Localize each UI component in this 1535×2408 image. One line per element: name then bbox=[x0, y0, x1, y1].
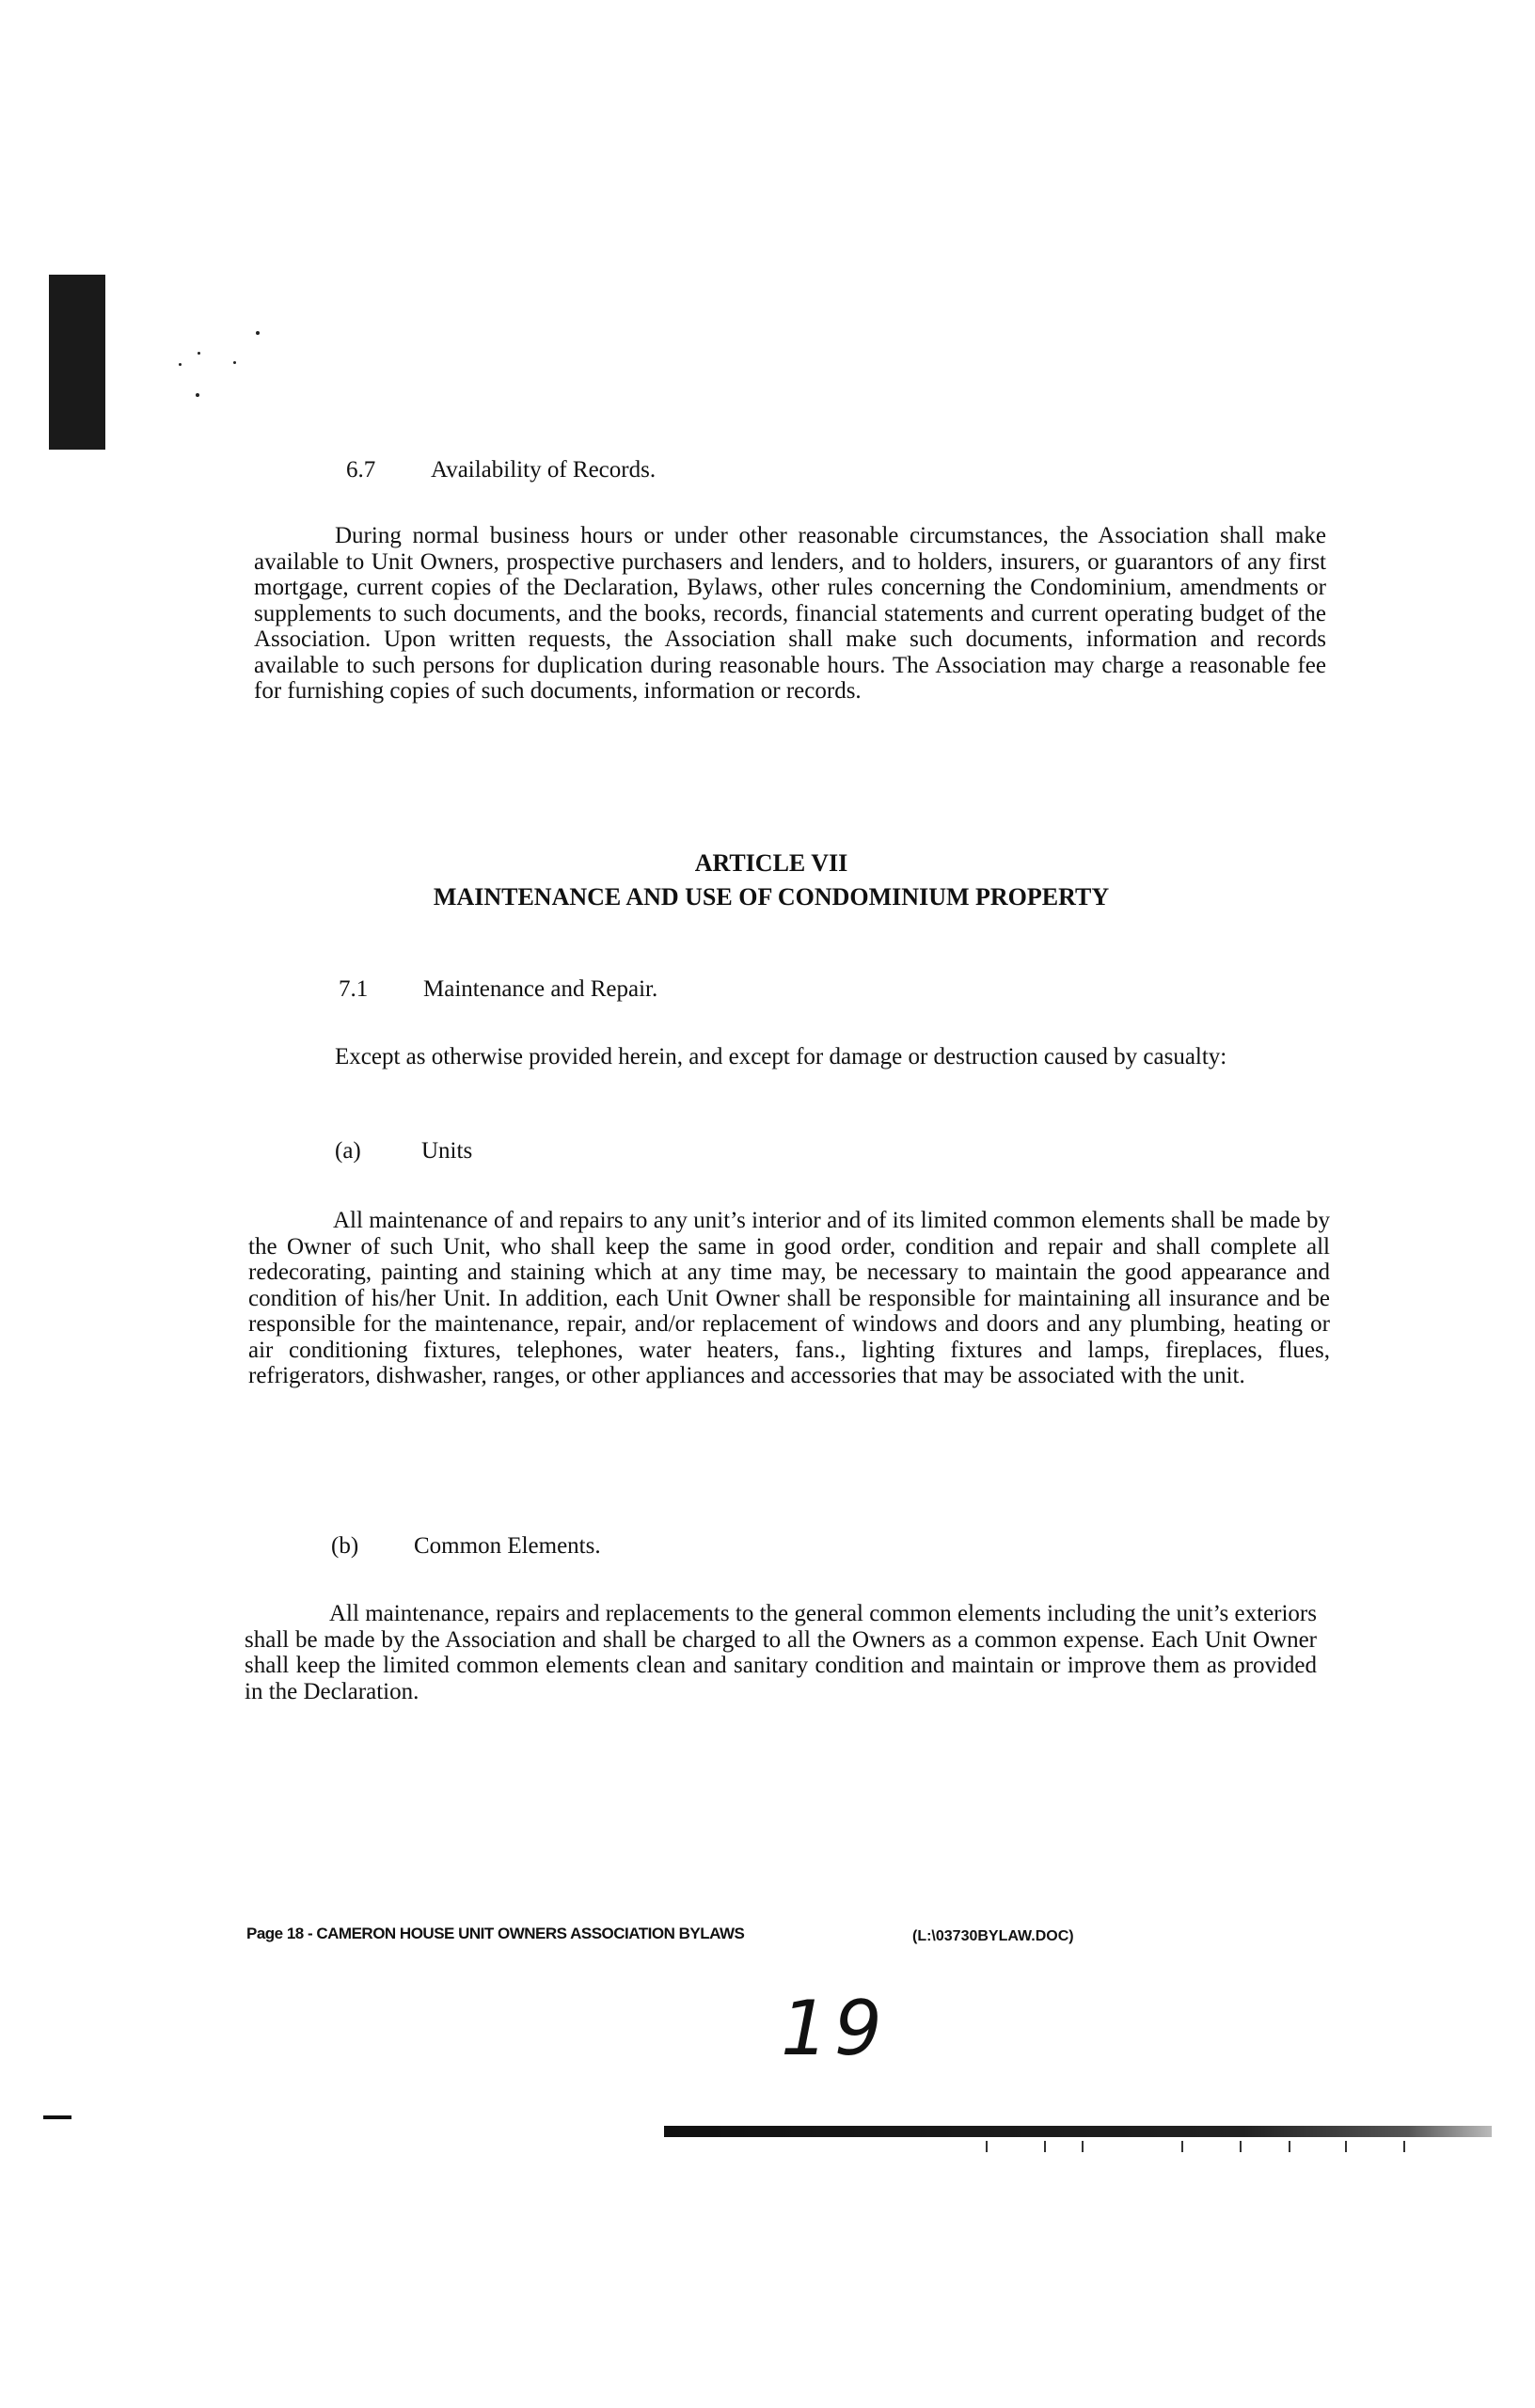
footer-page-label: Page 18 - CAMERON HOUSE UNIT OWNERS ASSOCIATION BYLAWS bbox=[246, 1925, 745, 1942]
subsection-title: Units bbox=[421, 1138, 473, 1164]
article-heading bbox=[282, 847, 1260, 914]
subsection-label: (a) bbox=[335, 1138, 361, 1164]
article-title: MAINTENANCE AND USE OF CONDOMINIUM PROPERTY bbox=[433, 883, 1110, 911]
scan-tick bbox=[1240, 2141, 1242, 2152]
section-number: 6.7 bbox=[346, 457, 376, 483]
scan-speck bbox=[233, 361, 236, 364]
subsection-a-body: All maintenance of and repairs to any unit’s interior and of its limited common elements shall be made by the Owner of such Unit, who shall keep the same in good order, condition and repair and shall complete all redecorating, painting and staining which at any time may, be necessary to maintain the good appearance and condition of his/her Unit. In addition, each Unit Owner shall be responsible for maintaining all insurance and be responsible for the maintenance, repair, and/or replacement of windows and doors and any plumbing, heating or air conditioning fixtures, telephones, water heaters, fans., lighting fixtures and lamps, fireplaces, flues, refrigerators, dishwasher, ranges, or other appliances and accessories that may be associated with the unit. bbox=[248, 1208, 1330, 1388]
subsection-a-heading bbox=[335, 1138, 472, 1164]
scan-artifact-bar-bottom bbox=[664, 2126, 1492, 2137]
scan-tick bbox=[1403, 2141, 1405, 2152]
section-7-1-heading bbox=[339, 976, 657, 1003]
article-number: ARTICLE VII bbox=[694, 849, 848, 877]
scan-tick bbox=[1044, 2141, 1046, 2152]
scan-tick bbox=[1289, 2141, 1290, 2152]
scan-artifact-bar bbox=[49, 275, 105, 450]
section-title: Availability of Records. bbox=[431, 457, 657, 483]
scan-speck bbox=[179, 363, 182, 366]
handwritten-page-number: 19 bbox=[781, 1985, 888, 2072]
subsection-label: (b) bbox=[331, 1533, 359, 1559]
scan-tick bbox=[1181, 2141, 1183, 2152]
section-6-7-body: During normal business hours or under other reasonable circumstances, the Association shall make available to Unit Owners, prospective purchasers and lenders, and to holders, insurers, or guarantors of any first mortgage, current copies of the Declaration, Bylaws, other rules concerning the Condominium, amendments or supplements to such documents, and the books, records, financial statements and current operating budget of the Association. Upon written requests, the Association shall make such documents, information and records available to such persons for duplication during reasonable hours. The Association may charge a reasonable fee for furnishing copies of such documents, information or records. bbox=[254, 523, 1326, 704]
section-6-7-heading bbox=[346, 457, 656, 483]
subsection-b-body: All maintenance, repairs and replacements to the general common elements including the unit’s exteriors shall be made by the Association and shall be charged to all the Owners as a common expense. Each Unit Owner shall keep the limited common elements clean and sanitary condition and maintain or improve them as provided in the Declaration. bbox=[245, 1601, 1317, 1704]
scan-speck bbox=[256, 331, 260, 335]
section-number: 7.1 bbox=[339, 976, 369, 1002]
scan-tick bbox=[1345, 2141, 1347, 2152]
scan-speck bbox=[196, 393, 199, 397]
subsection-title: Common Elements. bbox=[414, 1533, 601, 1559]
section-7-1-intro: Except as otherwise provided herein, and except for damage or destruction caused by casualty: bbox=[335, 1044, 1227, 1069]
subsection-b-heading bbox=[331, 1533, 601, 1560]
scan-tick bbox=[986, 2141, 988, 2152]
footer-file-path: (L:\03730BYLAW.DOC) bbox=[912, 1928, 1074, 1944]
scan-artifact-dash bbox=[43, 2115, 71, 2119]
section-title: Maintenance and Repair. bbox=[423, 976, 658, 1002]
scan-tick bbox=[1082, 2141, 1084, 2152]
scan-speck bbox=[198, 352, 200, 355]
